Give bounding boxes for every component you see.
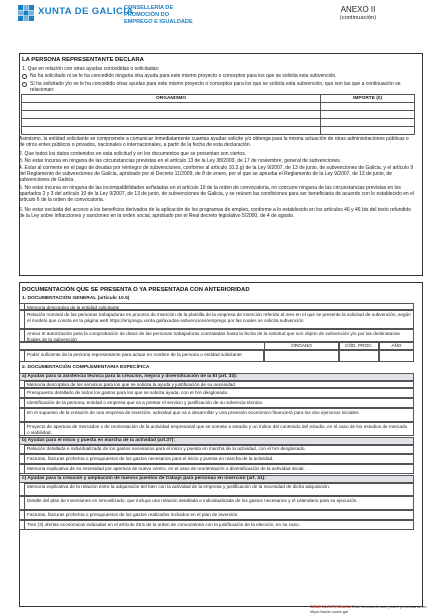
aid-c-heading: c) Ayudas para la creación y ampliación de nuevos puestos de trabajo para personas en inserción (art. 41):: [19, 475, 414, 484]
option-yes-aid: Sí ha solicitado y/o se le ha concedido otras ayudas para este mismo proyecto o conceptos para los que se solicita esta subvención, que son las que a continuación se relacionan:: [30, 81, 401, 93]
doc-checkbox[interactable]: [20, 497, 25, 509]
doc-row: Identificación de la persona, entidad o empresa que va a prestar el servicio y justificación de su solvencia técnica.: [19, 398, 414, 408]
doc-checkbox[interactable]: [20, 330, 25, 341]
conselleria-name: CONSELLERÍA DE PROMOCIÓN DO EMPREGO E IGUALDADE: [124, 5, 193, 25]
doc-row: Memoria descriptiva de los servicios para los que se solicita la ayuda y justificación de su necesidad.: [19, 380, 414, 388]
importe-cell[interactable]: [321, 111, 415, 119]
doc-checkbox[interactable]: [20, 465, 25, 473]
column-ano: AÑO: [379, 342, 414, 350]
doc-row: Memoria descriptiva de la entidad solicitante: [19, 303, 414, 310]
doc-checkbox[interactable]: [20, 521, 25, 529]
xunta-logo-text: XUNTA DE GALICIA: [38, 6, 134, 17]
aid-b-heading: b) Ayudas para el inicio y puesta en marcha de la actividad (art.37):: [19, 437, 414, 446]
declaration-3: 3. No estar incursa en ninguna de las circunstancias previstas en el artículo 13 de la Ley 38/2003, de 17 de noviembre, general de subvenciones.: [19, 158, 342, 164]
organismo-cell[interactable]: [22, 103, 321, 111]
doc-checkbox[interactable]: [20, 455, 25, 463]
option-no-aid: No ha solicitado ni se le ha concedido ninguna otra ayuda para este mismo proyecto o conceptos para los que se solicita esta subvención.: [30, 73, 337, 79]
aid-table: [21, 94, 415, 135]
doc-checkbox[interactable]: [20, 351, 25, 361]
doc-row: Relación nominal de las personas trabajadoras en proceso de inserción de la plantilla de la empresa de inserción referido al mes en el que se presente la solicitud de subvención, según el modelo que consta en la página web https://emprego.xunta.gal/axudas-subvencions/emprego por las cuales se solicita subvención: [19, 310, 414, 329]
documentation-title: DOCUMENTACIÓN QUE SE PRESENTA O YA PRESENTADA CON ANTERIORIDAD: [22, 287, 250, 293]
column-cod-proc: CÓD. PROC.: [339, 342, 379, 350]
doc-row: Proyecto de apertura de mercados o de reorientación de la actividad empresarial que se somete a estudio y un índice del contenido del estudio, en el caso de los estudios de mercado o viabilidad.: [19, 422, 414, 436]
column-organismo: ORGANISMO: [22, 95, 321, 103]
page-footer: [310, 604, 439, 614]
doc-row: Facturas, facturas proforma o presupuestos de los gastos realizados incluidos en el plan de inversión.: [19, 510, 414, 520]
importe-cell[interactable]: [321, 103, 415, 111]
doc-checkbox[interactable]: [20, 483, 25, 495]
doc-checkbox[interactable]: [20, 304, 25, 309]
doc-row: Tres (3) ofertas económicas indicadas en el artículo 29.5 de la orden de convocatoria con la justificación de la elección, en su caso.: [19, 520, 414, 530]
organismo-cell[interactable]: [22, 111, 321, 119]
declaration-6: 6. No estar excluida del acceso a los beneficios derivados de la aplicación de los programas de empleo, conforme a lo establecido en los artículos 46 y 46 bis del texto refundido de la Ley sobre infracciones y sanciones en la orden social, aprobado por el Real decreto legislativo 5/2000, de 4 de agosto.: [19, 207, 411, 219]
xunta-logo-icon: [18, 5, 34, 21]
radio-yes-aid[interactable]: [22, 82, 27, 87]
organismo-cell[interactable]: [22, 127, 321, 135]
doc-checkbox[interactable]: [20, 399, 25, 407]
sede-text: Este formulario solo podrá presentarse en https://sede.xunta.gal: [310, 604, 427, 614]
doc-row: Relación detallada e individualizada de los gastos necesarios para el inicio y puesta en marcha de la actividad, con el IVA desglosado.: [19, 444, 414, 454]
organo-field[interactable]: [264, 350, 339, 362]
anexo-subtitle: (continuación): [339, 15, 377, 21]
column-importe: IMPORTE (€): [321, 95, 415, 103]
doc-row: Anexo III autorización para la comprobación de datos de las personas trabajadoras contratadas hasta la fecha de la solicitud que son objeto de subvención y/o por las destinatarias finales de la subvención: [19, 329, 414, 342]
ano-field[interactable]: [379, 350, 414, 362]
doc-row: Memoria explicativa de su necesidad por apertura de nuevo centro, en el caso de reorientación o diversificación de la actividad inicial.: [19, 464, 414, 474]
doc-checkbox[interactable]: [20, 445, 25, 453]
declaration-title: LA PERSONA REPRESENTANTE DECLARA: [22, 57, 144, 63]
aid-a-heading: a) Ayudas para la asistencia técnica para la creación, mejora y diversificación de la EI (art. 33):: [19, 373, 414, 382]
doc-row: Facturas, facturas proforma o presupuestos de los gastos necesarios para el inicio y puesta en marcha de la actividad.: [19, 454, 414, 464]
doc-checkbox[interactable]: [20, 389, 25, 397]
doc-checkbox[interactable]: [20, 311, 25, 328]
doc-checkbox[interactable]: [20, 381, 25, 387]
doc-row: En el supuesto de la creación de una empresa de inserción, actividad que va a desarrollar y una previsión económico-financiera para los dos ejercicios iniciales.: [19, 408, 414, 422]
doc-checkbox[interactable]: [20, 409, 25, 421]
organismo-cell[interactable]: [22, 119, 321, 127]
doc-checkbox[interactable]: [20, 511, 25, 519]
doc-row: Detalle del plan de inversiones en inmovilizado, que incluya una relación detallada e individualizada de los gastos necesarios y el calendario para su ejecución.: [19, 496, 414, 510]
doc-checkbox[interactable]: [20, 423, 25, 435]
importe-cell[interactable]: [321, 127, 415, 135]
importe-cell[interactable]: [321, 119, 415, 127]
sede-label: SEDE ELECTRÓNICA: [310, 604, 351, 609]
cod-proc-field[interactable]: [339, 350, 379, 362]
question-1: 1. Que en relación con otras ayudas concedidas o solicitadas:: [22, 66, 160, 72]
general-docs-heading: 1. DOCUMENTACIÓN GENERAL (artículo 10.5): [22, 296, 130, 301]
commitment-text: Asimismo, la entidad solicitante se compromete a comunicar inmediatamente cuantas ayudas solicite y/o obtenga para la misma actuación de otras administraciones públicas o de otros entes públicos o privados, nacionales o internacionales, a partir de la fecha de esta declaración.: [19, 136, 409, 148]
declaration-5: 5. No estar incursa en ninguna de las incompatibilidades señaladas en el artículo 19 de la orden de convocatoria, no concurre ninguna de las circunstancias previstas en los apartados 2 y 3 del artículo 10 de la Ley 9/2007, de 13 de junio, de subvenciones de Galicia, y se reúnen las condiciones para ser beneficiaria de acuerdo con lo establecido en el artículo 6 de la orden de convocatoria.: [19, 185, 414, 203]
specific-docs-heading: 2. DOCUMENTACIÓN COMPLEMENTARIA ESPECÍFICA: [22, 365, 150, 370]
radio-no-aid[interactable]: [22, 74, 27, 79]
anexo-title: ANEXO II (continuación): [328, 5, 388, 21]
page-header: [0, 0, 439, 50]
doc-row: Poder suficiente de la persona representante para actuar en nombre de la persona o entidad solicitante: [19, 350, 264, 362]
declaration-4: 4. Estar al corriente en el pago de deudas por reintegro de subvenciones, conforme al artículo 10.2.g) de la Ley 9/2007, de 13 de junio, de subvenciones de Galicia, y el artículo 9 del Reglamento de subvenciones de Galicia, aprobado por el Decreto 11/2009, de 8 de enero, por el que se aprueba el Reglamento de la Ley 9/2007, de 13 de junio, de subvenciones de Galicia.: [19, 165, 414, 183]
column-organo: ÓRGANO: [264, 342, 339, 350]
grid-spacer: [19, 342, 264, 350]
doc-row: Presupuesto detallado de todos los gastos para los que se solicita ayuda, con el IVA desglosado.: [19, 388, 414, 398]
doc-row: Memoria explicativa de la relación entre la adquisición del bien con la actividad de la empresa y justificación de la necesidad de dicha adquisición.: [19, 482, 414, 496]
declaration-2: 2. Que todos los datos contenidos en esta solicitud y en los documentos que se presentan son ciertos.: [19, 151, 247, 157]
